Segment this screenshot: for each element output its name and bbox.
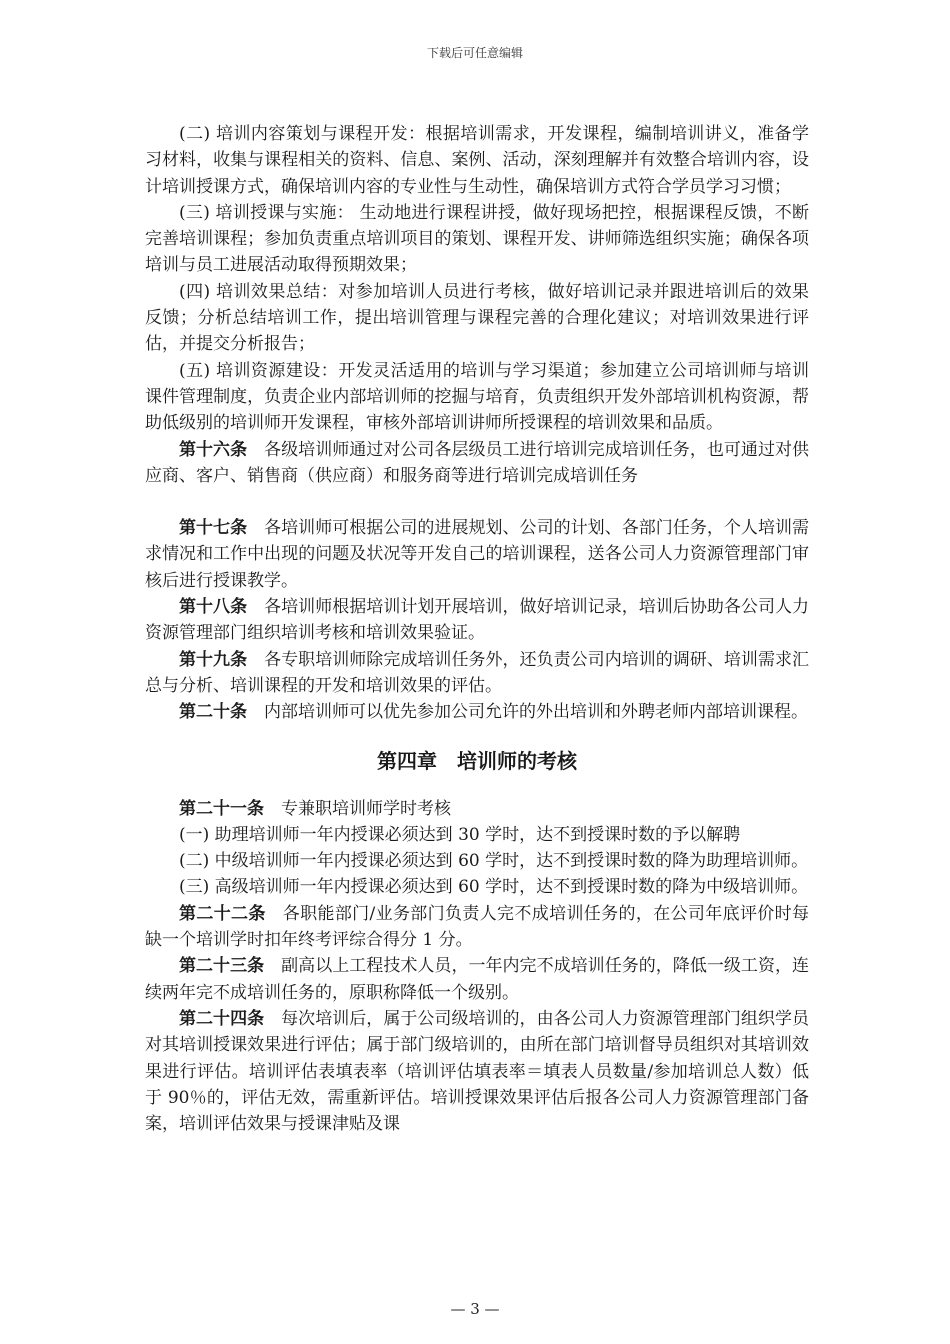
page-header: 下载后可任意编辑 (426, 46, 523, 60)
article-text: 各职能部门/业务部门负责人完不成培训任务的，在公司年底评价时每缺一个培训学时扣年终考评综合得分 1 分。 (145, 903, 810, 951)
article-20 (145, 699, 809, 725)
article-24 (145, 1006, 809, 1137)
article-text: 各级培训师通过对公司各层级员工进行培训完成培训任务，也可通过对供应商、客户、销售商（供应商）和服务商等进行培训完成培训任务 (145, 439, 810, 486)
article-label: 第二十一条 (179, 798, 264, 819)
article-text: 各培训师可根据公司的进展规划、公司的计划、各部门任务，个人培训需求情况和工作中出现的问题及状况等开发自己的培训课程，送各公司人力资源管理部门审核后进行授课教学。 (145, 518, 810, 591)
article-text: 各专职培训师除完成培训任务外，还负责公司内培训的调研、培训需求汇总与分析、培训课程的开发和培训效果的评估。 (145, 649, 810, 696)
article-label: 第十九条 (179, 649, 248, 670)
list-item-3: (三) 高级培训师一年内授课必须达到 60 学时，达不到授课时数的降为中级培训师。 (179, 877, 809, 898)
paragraph-item-4: (四) 培训效果总结：对参加培训人员进行考核，做好培训记录并跟进培训后的效果反馈；分析总结培训工作，提出培训管理与课程完善的合理化建议；对培训效果进行评估，并提交分析报告； (145, 281, 809, 355)
article-label: 第二十条 (179, 702, 247, 723)
article-19 (145, 647, 809, 700)
chapter-title: 培训师的考核 (457, 748, 577, 773)
article-label: 第二十四条 (179, 1008, 265, 1029)
article-text: 内部培训师可以优先参加公司允许的外出培训和外聘老师内部培训课程。 (264, 702, 808, 723)
article-label: 第十八条 (179, 597, 248, 618)
article-17 (145, 515, 809, 594)
article-text: 专兼职培训师学时考核 (281, 798, 451, 819)
article-label: 第二十三条 (179, 956, 265, 977)
article-text: 副高以上工程技术人员，一年内完不成培训任务的，降低一级工资，连续两年完不成培训任务的，原职称降低一个级别。 (145, 956, 810, 1003)
article-label: 第二十二条 (179, 903, 266, 924)
article-label: 第十六条 (179, 439, 248, 460)
paragraph-item-3: (三) 培训授课与实施： 生动地进行课程讲授，做好现场把控，根据课程反馈，不断完善培训课程；参加负责重点培训项目的策划、课程开发、讲师筛选组织实施；确保各项培训与员工进展活动取得预期效果； (145, 202, 809, 276)
article-label: 第十七条 (179, 518, 248, 539)
article-text: 每次培训后，属于公司级培训的，由各公司人力资源管理部门组织学员对其培训授课效果进行评估；属于部门级培训的，由所在部门培训督导员组织对其培训效果进行评估。培训评估表填表率（培训评估填表率＝填表人员数量/参加培训总人数）低于 90％的，评估无效，需重新评估。培训授课效果评估后报各公司人力资源管理部门备案，培训评估效果与授课津贴及课 (145, 1008, 810, 1135)
chapter-heading (145, 746, 809, 776)
list-item-2: (二) 中级培训师一年内授课必须达到 60 学时，达不到授课时数的降为助理培训师。 (179, 851, 809, 872)
article-23 (145, 953, 809, 1006)
paragraph-item-5: (五) 培训资源建设：开发灵活适用的培训与学习渠道；参加建立公司培训师与培训课件管理制度，负责企业内部培训师的挖掘与培育，负责组织开发外部培训机构资源，帮助低级别的培训师开发课程，审核外部培训讲师所授课程的培训效果和品质。 (145, 360, 809, 434)
list-item-1: (一) 助理培训师一年内授课必须达到 30 学时，达不到授课时数的予以解聘 (179, 824, 741, 845)
paragraph-item-2: (二) 培训内容策划与课程开发：根据培训需求，开发课程，编制培训讲义，准备学习材料，收集与课程相关的资料、信息、案例、活动，深刻理解并有效整合培训内容，设计培训授课方式，确保培训内容的专业性与生动性，确保培训方式符合学员学习习惯； (145, 124, 809, 197)
article-21 (145, 796, 809, 822)
article-16 (145, 437, 809, 490)
article-text: 各培训师根据培训计划开展培训，做好培训记录，培训后协助各公司人力资源管理部门组织培训考核和培训效果验证。 (145, 597, 810, 644)
page-number: — 3 — (450, 1300, 500, 1318)
document-body (145, 121, 809, 1137)
article-22 (145, 901, 809, 954)
chapter-number: 第四章 (377, 748, 437, 773)
article-18 (145, 594, 809, 647)
